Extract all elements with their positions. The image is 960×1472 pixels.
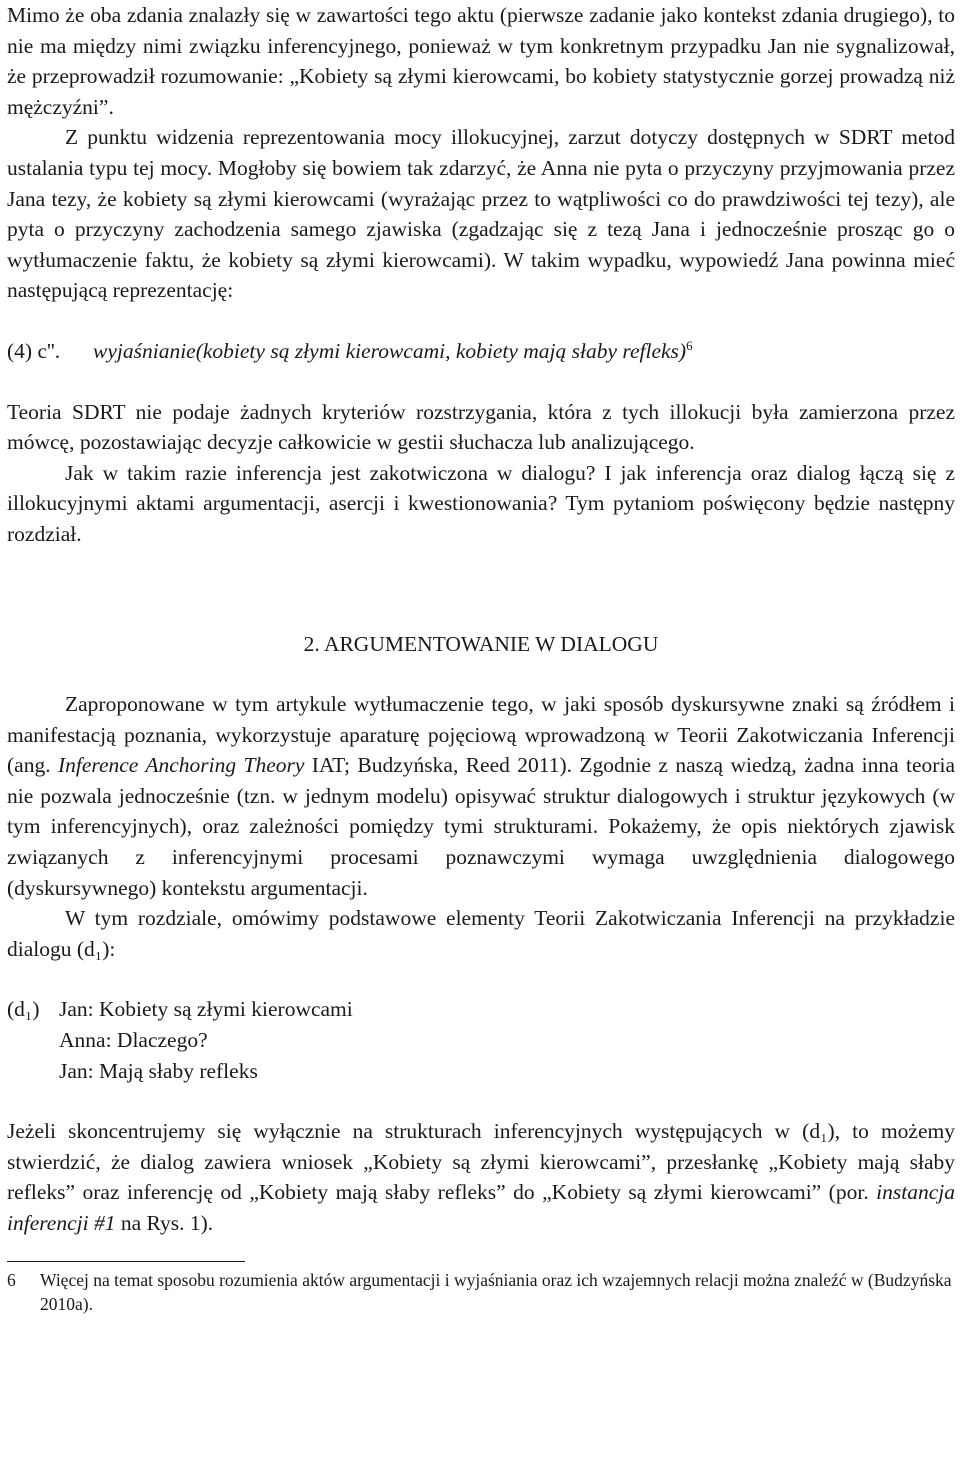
document-page: [7, 0, 955, 1316]
section-heading: 2. ARGUMENTOWANIE W DIALOGU: [303, 631, 659, 656]
paragraph-4: Jak w takim razie inferencja jest zakotwiczona w dialogu? I jak inferencja oraz dialog łączą się z illokucyjnymi aktami argumentacji, asercji i kwestionowania? Tym pytaniom poświęcony będzie następny rozdział.: [7, 460, 955, 546]
paragraph-5-part-2: IAT; Budzyńska, Reed 2011). Zgodnie z naszą wiedzą, żadna inna teoria nie pozwala jednocześnie (tzn. w jednym modelu) opisywać struktur dialogowych i struktur językowych (w tym inferencyjnych), oraz zależności pomiędzy tymi strukturami. Pokażemy, że opis niektórych zjawisk związanych z inferencyjnymi procesami poznawczymi wymaga uwzględnienia dialogowego (dyskursywnego) kontekstu argumentacji.: [7, 753, 955, 900]
dialog-line: Anna: Dlaczego?: [59, 1028, 208, 1053]
footnote: [7, 1268, 955, 1316]
footnote-reference: 6: [686, 337, 693, 353]
dialog-line: Jan: Mają słaby refleks: [59, 1058, 258, 1083]
paragraph-6: W tym rozdziale, omówimy podstawowe elementy Teorii Zakotwiczania Inferencji na przykładzie dialogu (d₁):: [7, 906, 955, 961]
example-label: (4) c''.: [7, 338, 61, 363]
paragraph-5: [7, 689, 955, 903]
paragraph-5-italic: Inference Anchoring Theory: [57, 753, 305, 778]
example-formula: wyjaśnianie(kobiety są złymi kierowcami, kobiety mają słaby refleks): [93, 338, 687, 363]
dialog-d1: [7, 994, 955, 1086]
paragraph-1: Mimo że oba zdania znalazły się w zawartości tego aktu (pierwsze zadanie jako kontekst zdania drugiego), to nie ma między nimi związku inferencyjnego, ponieważ w tym konkretnym przypadku Jan nie sygnalizował, że przeprowadził rozumowanie: „Kobiety są złymi kierowcami, bo kobiety statystycznie gorzej prowadzą niż mężczyźni”.: [7, 3, 955, 119]
dialog-line: Jan: Kobiety są złymi kierowcami: [59, 997, 353, 1022]
paragraph-7-italic: instancja inferencji #1: [7, 1180, 955, 1235]
paragraph-7-part-2: na Rys. 1).: [115, 1211, 214, 1235]
footnote-number: 6: [7, 1269, 16, 1290]
dialog-label: (d₁): [7, 997, 40, 1022]
paragraph-3: Teoria SDRT nie podaje żadnych kryteriów rozstrzygania, która z tych illokucji była zamierzona przez mówcę, pozostawiając decyzje całkowicie w gestii słuchacza lub analizującego.: [7, 399, 955, 455]
example-4: [7, 336, 955, 367]
footnote-separator: [7, 1261, 245, 1262]
paragraph-5-part-1: Zaproponowane w tym artykule wytłumaczenie tego, w jaki sposób dyskursywne znaki są źródłem i manifestacją poznania, wykorzystuje aparaturę pojęciową wprowadzoną w Teorii Zakotwiczania Inferencji (ang.: [7, 692, 955, 778]
paragraph-7: [7, 1116, 955, 1238]
paragraph-7-part-1: Jeżeli skoncentrujemy się wyłącznie na strukturach inferencyjnych występujących w (d₁), to możemy stwierdzić, że dialog zawiera wniosek „Kobiety są złymi kierowcami”, przesłankę „Kobiety mają słaby refleks” oraz inferencję od „Kobiety mają słaby refleks” do „Kobiety są złymi kierowcami” (por.: [7, 1119, 955, 1205]
paragraph-2: Z punktu widzenia reprezentowania mocy illokucyjnej, zarzut dotyczy dostępnych w SDRT metod ustalania typu tej mocy. Mogłoby się bowiem tak zdarzyć, że Anna nie pyta o przyczyny przyjmowania przez Jana tezy, że kobiety są złymi kierowcami (wyrażając przez to wątpliwości co do prawdziwości tej tezy), ale pyta o przyczyny zachodzenia samego zjawiska (zgadzając się z tezą Jana i jednocześnie prosząc go o wytłumaczenie faktu, że kobiety są złymi kierowcami). W takim wypadku, wypowiedź Jana powinna mieć następującą reprezentację:: [7, 125, 955, 303]
dialog-lines: [59, 994, 353, 1086]
footnote-text: Więcej na temat sposobu rozumienia aktów argumentacji i wyjaśniania oraz ich wzajemnych relacji można znaleźć w (Budzyńska 2010a).: [40, 1269, 952, 1314]
